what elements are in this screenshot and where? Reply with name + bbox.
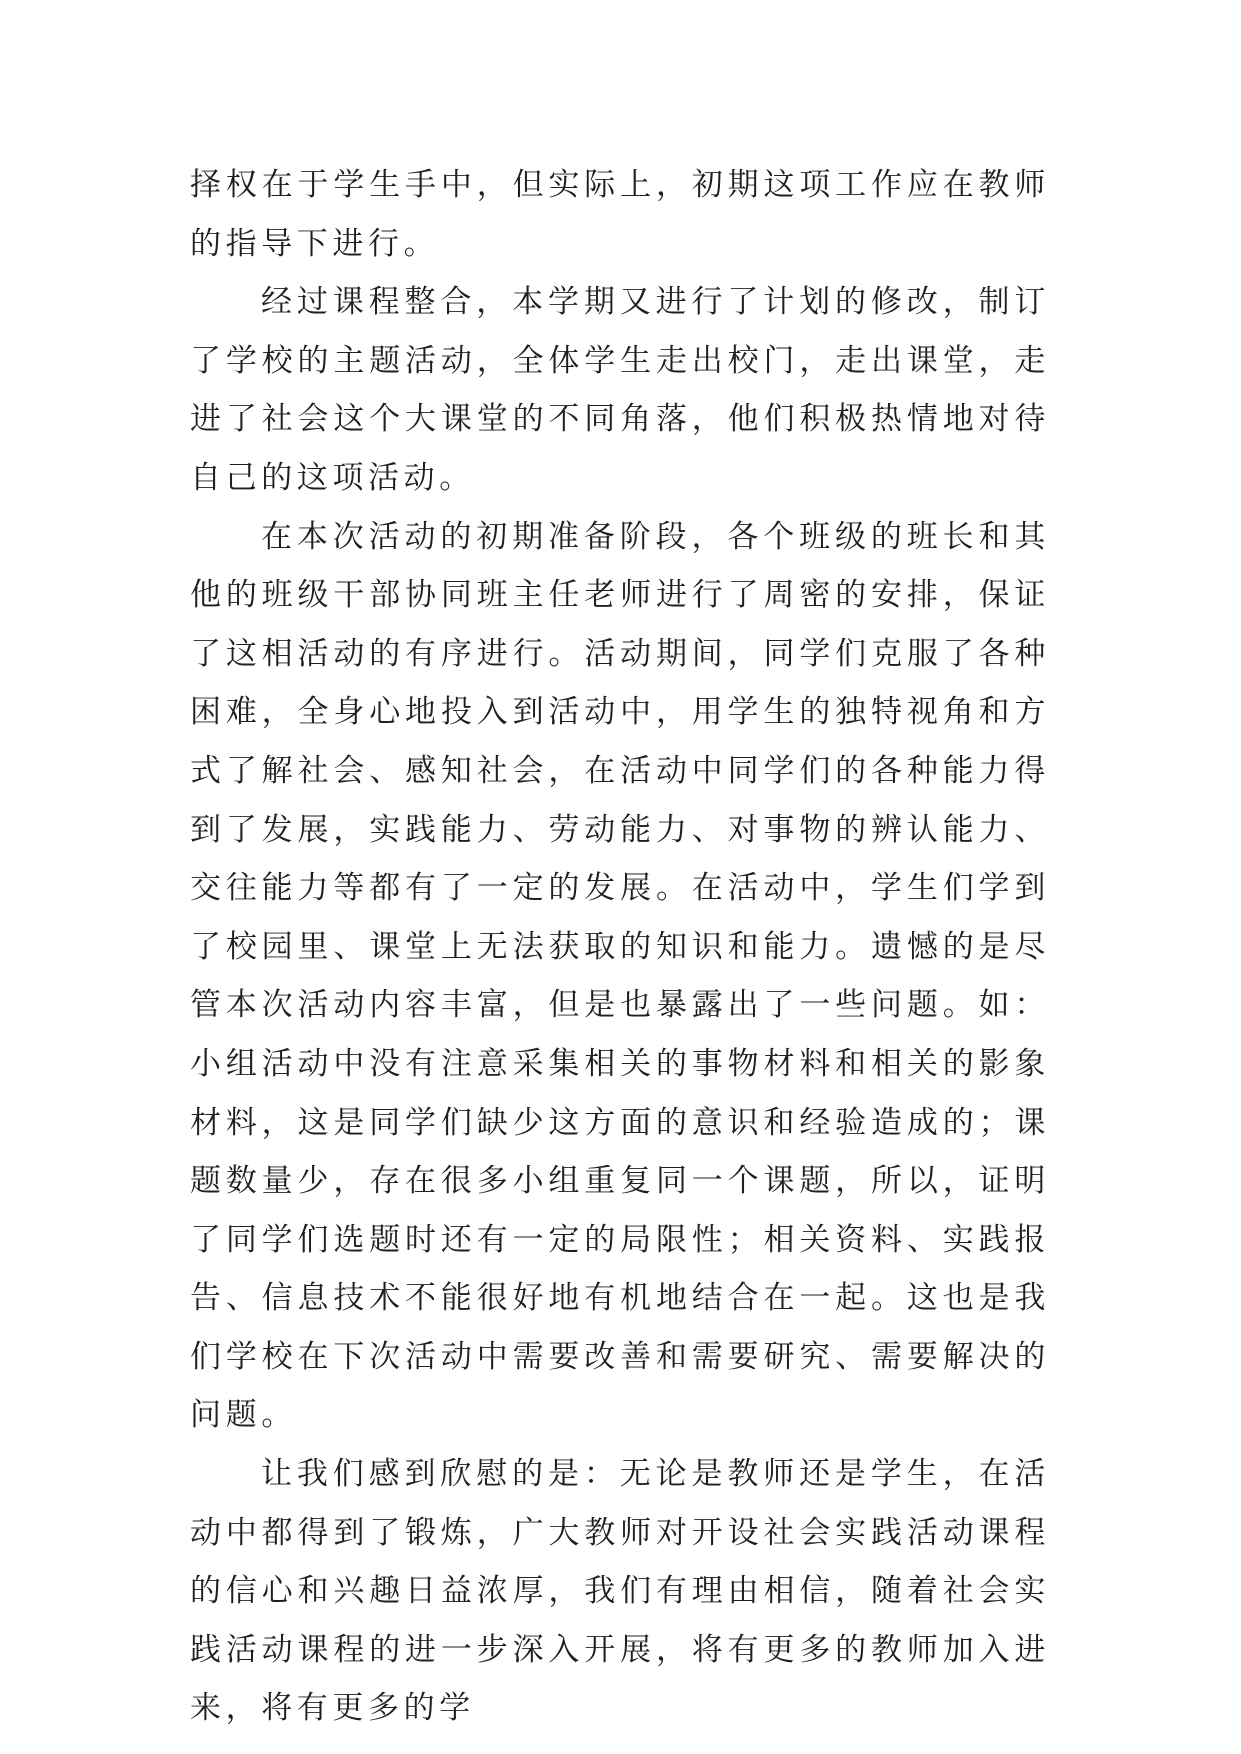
paragraph-1: 择权在于学生手中，但实际上，初期这项工作应在教师的指导下进行。 <box>190 167 1050 262</box>
paragraph-4: 让我们感到欣慰的是：无论是教师还是学生，在活动中都得到了锻炼，广大教师对开设社会实践活动课程的信心和兴趣日益浓厚，我们有理由相信，随着社会实践活动课程的进一步深入开展，将有更多的教师加入进来，将有更多的学 <box>190 1456 1050 1727</box>
paragraph-3: 在本次活动的初期准备阶段，各个班级的班长和其他的班级干部协同班主任老师进行了周密的安排，保证了这相活动的有序进行。活动期间，同学们克服了各种困难，全身心地投入到活动中，用学生的独特视角和方式了解社会、感知社会，在活动中同学们的各种能力得到了发展，实践能力、劳动能力、对事物的辨认能力、交往能力等都有了一定的发展。在活动中，学生们学到了校园里、课堂上无法获取的知识和能力。遗憾的是尽管本次活动内容丰富，但是也暴露出了一些问题。如：小组活动中没有注意采集相关的事物材料和相关的影象材料，这是同学们缺少这方面的意识和经验造成的；课题数量少，存在很多小组重复同一个课题，所以，证明了同学们选题时还有一定的局限性；相关资料、实践报告、信息技术不能很好地有机地结合在一起。这也是我们学校在下次活动中需要改善和需要研究、需要解决的问题。 <box>190 518 1050 1434</box>
document-body <box>190 156 1050 1738</box>
paragraph-2: 经过课程整合，本学期又进行了计划的修改，制订了学校的主题活动，全体学生走出校门，走出课堂，走进了社会这个大课堂的不同角落，他们积极热情地对待自己的这项活动。 <box>190 284 1050 496</box>
